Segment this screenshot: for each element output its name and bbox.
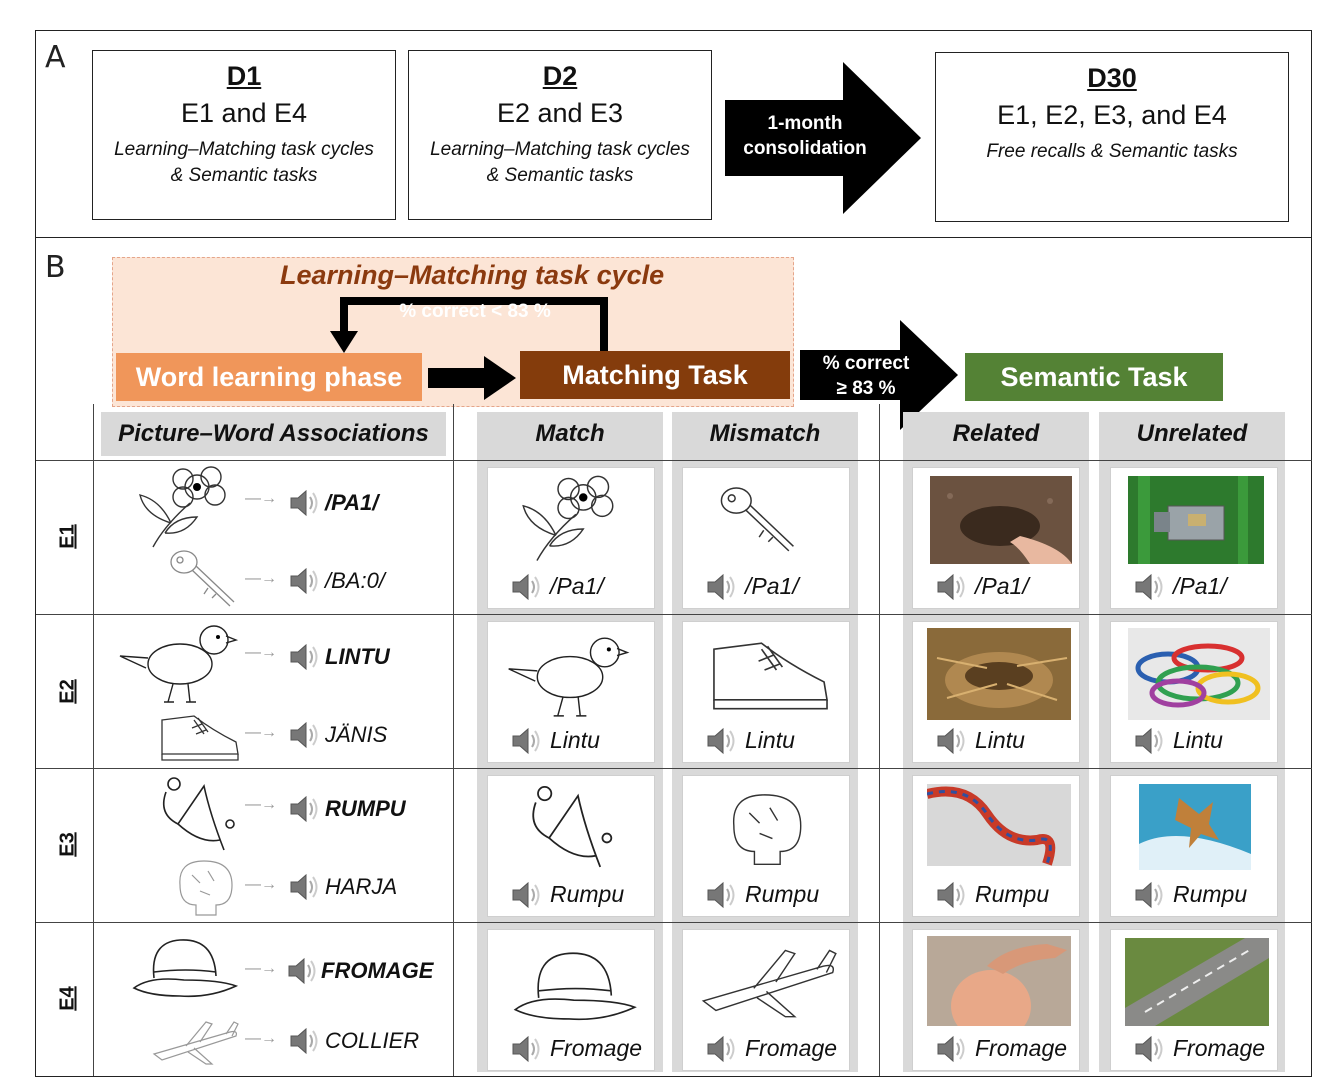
- speaker-icon[interactable]: [935, 572, 969, 602]
- stimulus-card-related: [912, 929, 1080, 1071]
- speaker-icon[interactable]: [1133, 726, 1167, 756]
- column-header-related: Related: [903, 412, 1089, 456]
- stimulus-card-related: [912, 775, 1080, 917]
- bird-icon: [506, 630, 632, 722]
- day-experiments: E1 and E4: [180, 98, 308, 128]
- speaker-icon[interactable]: [705, 1034, 739, 1064]
- grid-hline: [36, 614, 1312, 615]
- speaker-icon[interactable]: [288, 720, 322, 750]
- shoe-icon: [708, 634, 830, 712]
- card-word: /Pa1/: [1173, 573, 1227, 599]
- blob-icon: [170, 855, 240, 917]
- column-header-unrelated: Unrelated: [1099, 412, 1285, 456]
- advance-line1: % correct: [822, 353, 910, 374]
- experiment-label-e4: E4: [56, 986, 79, 1011]
- bird-icon: [118, 618, 240, 708]
- panel-b-letter: B: [45, 250, 66, 285]
- stimulus-card-related: [912, 467, 1080, 609]
- stimulus-card-match: [487, 621, 655, 763]
- card-word: Rumpu: [745, 881, 820, 907]
- associated-word: FROMAGE: [321, 958, 434, 983]
- arrow-icon: —→: [245, 960, 277, 977]
- card-word: Rumpu: [550, 881, 625, 907]
- bald-head-photo: [927, 936, 1071, 1026]
- loop-condition: % correct < 83 %: [399, 301, 551, 322]
- stimulus-card-unrelated: [1110, 467, 1278, 609]
- grid-hline: [36, 922, 1312, 923]
- speaker-icon[interactable]: [935, 1034, 969, 1064]
- key-icon: [718, 474, 798, 566]
- speaker-icon[interactable]: [510, 572, 544, 602]
- key-icon: [168, 548, 238, 610]
- associated-word: HARJA: [325, 874, 398, 899]
- speaker-icon[interactable]: [705, 726, 739, 756]
- day-title: D30: [1087, 63, 1137, 93]
- stimulus-card-unrelated: [1110, 775, 1278, 917]
- abstract-paint-photo: [1139, 784, 1251, 870]
- experiment-label-e1: E1: [56, 524, 79, 549]
- card-word: Lintu: [745, 727, 795, 753]
- arrow-icon: —→: [245, 1030, 277, 1047]
- flower-icon: [135, 465, 230, 550]
- stimulus-card-unrelated: [1110, 929, 1278, 1071]
- card-word: Fromage: [1173, 1035, 1266, 1061]
- arrow-icon: —→: [245, 724, 277, 741]
- column-header-match: Match: [477, 412, 663, 456]
- grid-vline: [453, 404, 454, 1076]
- arrow-icon: —→: [245, 570, 277, 587]
- day-tasks-line2: & Semantic tasks: [170, 164, 318, 186]
- speaker-icon[interactable]: [935, 726, 969, 756]
- speaker-icon[interactable]: [288, 794, 322, 824]
- experiment-label-e3: E3: [56, 832, 79, 857]
- grid-vline: [93, 404, 94, 1076]
- speaker-icon[interactable]: [288, 488, 322, 518]
- arrow-icon: —→: [245, 490, 277, 507]
- speaker-icon[interactable]: [705, 880, 739, 910]
- advance-line2: ≥ 83 %: [836, 377, 896, 399]
- speaker-icon[interactable]: [1133, 880, 1167, 910]
- stimulus-card-match: [487, 775, 655, 917]
- stimulus-card-mismatch: [682, 775, 850, 917]
- word-learning-phase: Word learning phase: [116, 353, 422, 401]
- day-tasks-line1: Free recalls & Semantic tasks: [986, 141, 1238, 162]
- stimulus-card-related: [912, 621, 1080, 763]
- speaker-icon[interactable]: [1133, 572, 1167, 602]
- airplane-icon: [697, 942, 839, 1022]
- day-box-d1: [92, 50, 396, 220]
- consolidation-line2: consolidation: [743, 137, 867, 159]
- runway-photo: [1125, 938, 1269, 1026]
- phase-arrow-icon: [428, 356, 518, 400]
- nest-photo: [927, 628, 1071, 720]
- abstract-shape-icon: [150, 774, 240, 856]
- day-tasks-line1: Learning–Matching task cycles: [430, 139, 690, 160]
- associated-word: /PA1/: [325, 490, 379, 515]
- speaker-icon[interactable]: [510, 880, 544, 910]
- arrow-icon: —→: [245, 644, 277, 661]
- associated-word: COLLIER: [325, 1028, 420, 1053]
- consolidation-label: [730, 112, 880, 161]
- day-tasks-line2: & Semantic tasks: [486, 164, 634, 186]
- stimulus-card-mismatch: [682, 929, 850, 1071]
- card-word: Lintu: [1173, 727, 1223, 753]
- day-box-d2: [408, 50, 712, 220]
- stimulus-card-unrelated: [1110, 621, 1278, 763]
- arrow-icon: —→: [245, 796, 277, 813]
- associated-word: /BA:0/: [325, 568, 385, 593]
- panel-a-letter: A: [45, 40, 66, 75]
- speaker-icon[interactable]: [935, 880, 969, 910]
- arrow-icon: —→: [245, 876, 277, 893]
- abstract-shape-icon: [518, 782, 618, 874]
- speaker-icon[interactable]: [1133, 1034, 1167, 1064]
- flower-icon: [518, 474, 618, 564]
- speaker-icon[interactable]: [510, 1034, 544, 1064]
- column-header-associations: Picture–Word Associations: [101, 412, 446, 456]
- grid-hline: [36, 460, 1312, 461]
- consolidation-line1: 1-month: [767, 113, 843, 134]
- card-word: Lintu: [550, 727, 600, 753]
- associated-word: RUMPU: [325, 796, 406, 821]
- card-word: Rumpu: [1173, 881, 1248, 907]
- card-word: Rumpu: [975, 881, 1050, 907]
- stimulus-card-mismatch: [682, 467, 850, 609]
- day-experiments: E2 and E3: [496, 98, 624, 128]
- grid-vline: [879, 404, 880, 1076]
- ribbon-relief-photo: [927, 784, 1071, 866]
- associated-word: LINTU: [325, 644, 390, 669]
- speaker-icon[interactable]: [288, 872, 322, 902]
- card-word: Lintu: [975, 727, 1025, 753]
- day-box-d30: [935, 52, 1289, 222]
- card-word: /Pa1/: [745, 573, 799, 599]
- column-header-mismatch: Mismatch: [672, 412, 858, 456]
- day-title: D2: [542, 61, 578, 91]
- soil-photo: [930, 476, 1072, 564]
- speaker-icon[interactable]: [288, 1026, 322, 1056]
- speaker-icon[interactable]: [510, 726, 544, 756]
- airplane-icon: [150, 1018, 240, 1066]
- grid-hline: [36, 768, 1312, 769]
- blob-icon: [721, 780, 811, 874]
- matching-task-phase: Matching Task: [520, 351, 790, 399]
- card-word: /Pa1/: [550, 573, 604, 599]
- experiment-label-e2: E2: [56, 679, 79, 704]
- associated-word: JÄNIS: [325, 722, 388, 747]
- gate-latch-photo: [1128, 476, 1264, 564]
- stimulus-card-match: [487, 929, 655, 1071]
- rubber-bands-photo: [1128, 628, 1270, 720]
- stimulus-card-match: [487, 467, 655, 609]
- speaker-icon[interactable]: [288, 566, 322, 596]
- speaker-icon[interactable]: [705, 572, 739, 602]
- stimulus-card-mismatch: [682, 621, 850, 763]
- speaker-icon[interactable]: [288, 642, 322, 672]
- hat-icon: [510, 944, 640, 1026]
- day-tasks-line1: Learning–Matching task cycles: [114, 139, 374, 160]
- day-title: D1: [226, 61, 262, 91]
- card-word: Fromage: [975, 1035, 1068, 1061]
- cycle-title: Learning–Matching task cycle: [280, 260, 665, 290]
- speaker-icon[interactable]: [286, 956, 320, 986]
- day-experiments: E1, E2, E3, and E4: [997, 100, 1227, 130]
- advance-condition: [806, 352, 926, 401]
- hat-icon: [130, 932, 240, 1002]
- shoe-icon: [158, 710, 240, 762]
- card-word: /Pa1/: [975, 573, 1029, 599]
- card-word: Fromage: [745, 1035, 838, 1061]
- card-word: Fromage: [550, 1035, 643, 1061]
- semantic-task-phase: Semantic Task: [965, 353, 1223, 401]
